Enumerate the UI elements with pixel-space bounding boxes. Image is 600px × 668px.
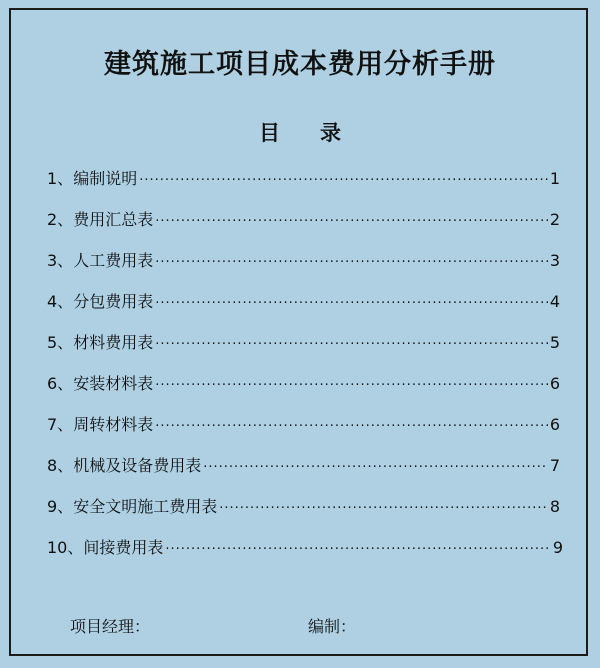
toc-item[interactable]: [47, 248, 560, 289]
toc-leader-dots: [155, 255, 548, 270]
toc-item-number: 6、: [47, 374, 74, 393]
project-manager-label: 项目经理：: [70, 617, 151, 636]
toc-item-page: 6: [549, 415, 560, 434]
toc-item-page: 9: [552, 538, 563, 557]
toc-item-label: 编制说明: [73, 169, 138, 188]
toc-item-number: 1、: [47, 169, 74, 188]
toc-leader-dots: [139, 173, 548, 188]
document-title: 建筑施工项目成本费用分析手册: [104, 49, 496, 80]
toc-item[interactable]: [47, 166, 560, 207]
toc-item[interactable]: [47, 453, 560, 494]
toc-item-label: 分包费用表: [73, 292, 154, 311]
toc-item[interactable]: [47, 207, 560, 248]
toc-item-label: 间接费用表: [83, 538, 164, 557]
toc-item-label: 安装材料表: [73, 374, 154, 393]
toc-item-label: 人工费用表: [73, 251, 154, 270]
toc-item-number: 7、: [47, 415, 74, 434]
toc-item[interactable]: [47, 535, 563, 576]
toc-leader-dots: [155, 296, 548, 311]
toc-item-page: 6: [549, 374, 560, 393]
toc-item-page: 4: [549, 292, 560, 311]
toc-item-page: 1: [549, 169, 560, 188]
toc-item-label: 材料费用表: [73, 333, 154, 352]
toc-item-page: 7: [549, 456, 560, 475]
toc-item-page: 3: [549, 251, 560, 270]
toc-leader-dots: [165, 542, 550, 557]
toc-list: [47, 166, 563, 576]
toc-item-number: 2、: [47, 210, 74, 229]
toc-item-number: 4、: [47, 292, 74, 311]
toc-item-number: 5、: [47, 333, 74, 352]
toc-heading: [0, 117, 600, 147]
toc-heading-char-1: 目: [259, 121, 280, 145]
toc-item-number: 10、: [47, 538, 84, 557]
editor-label: 编制：: [308, 617, 357, 636]
toc-item-page: 2: [549, 210, 560, 229]
toc-item-label: 安全文明施工费用表: [73, 497, 218, 516]
toc-item[interactable]: [47, 412, 560, 453]
toc-item[interactable]: [47, 289, 560, 330]
toc-leader-dots: [219, 501, 548, 516]
toc-item[interactable]: [47, 330, 560, 371]
toc-item-label: 机械及设备费用表: [73, 456, 202, 475]
toc-item-page: 8: [549, 497, 560, 516]
toc-leader-dots: [203, 460, 548, 475]
toc-item-number: 8、: [47, 456, 74, 475]
toc-item-number: 9、: [47, 497, 74, 516]
toc-item[interactable]: [47, 371, 560, 412]
toc-leader-dots: [155, 419, 548, 434]
toc-item[interactable]: [47, 494, 560, 535]
toc-item-number: 3、: [47, 251, 74, 270]
toc-item-label: 费用汇总表: [73, 210, 154, 229]
toc-leader-dots: [155, 378, 548, 393]
toc-heading-char-2: 录: [320, 121, 341, 145]
toc-leader-dots: [155, 337, 548, 352]
toc-leader-dots: [155, 214, 548, 229]
toc-item-label: 周转材料表: [73, 415, 154, 434]
toc-item-page: 5: [549, 333, 560, 352]
